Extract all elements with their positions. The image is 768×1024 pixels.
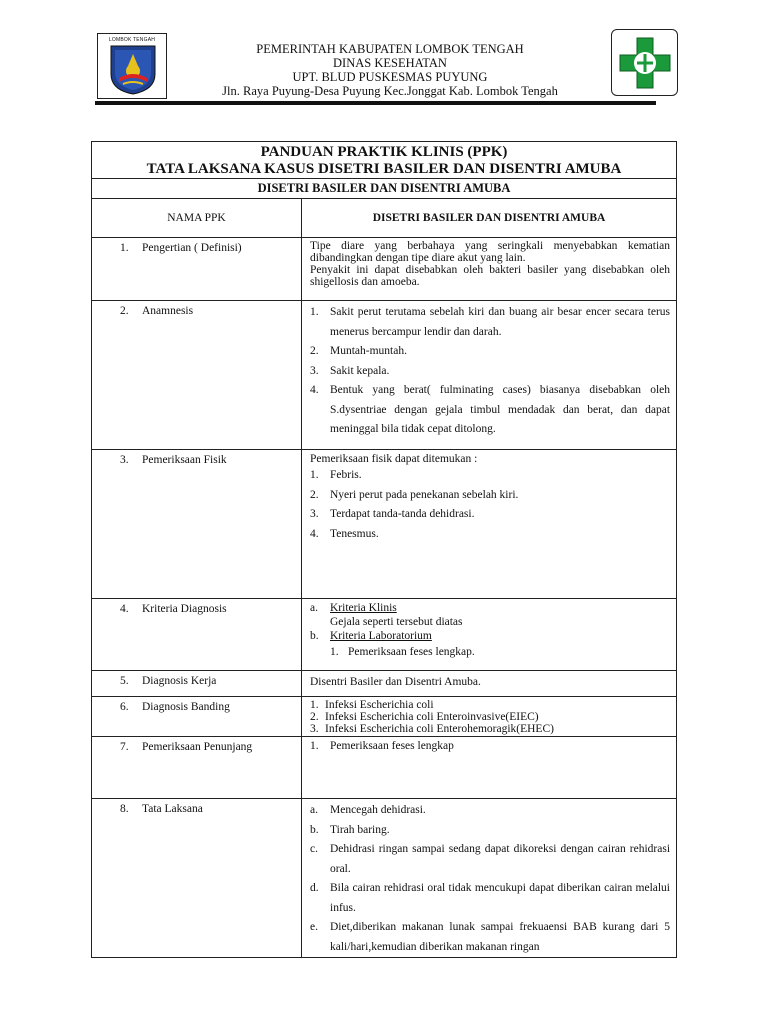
- list-item: 1. Sakit perut terutama sebelah kiri dan buang air besar encer secara terus menerus bercampur lendir dan darah.: [310, 306, 671, 338]
- table-row: [92, 238, 677, 301]
- list-item: 4. Tenesmus.: [310, 527, 379, 540]
- ppk-table: [91, 141, 677, 958]
- row-label: 5. Diagnosis Kerja: [92, 671, 302, 697]
- list-item: 4. Bentuk yang berat( fulminating cases) biasanya disebabkan oleh S.dysentriae dengan gejala timbul mendadak dan berat, dan dapat meninggal bila tidak cepat ditolong.: [310, 384, 671, 435]
- list-item: 1. Pemeriksaan feses lengkap: [310, 740, 454, 752]
- letterhead-rule: [95, 101, 656, 105]
- letterhead: [0, 0, 768, 110]
- list-item: d. Bila cairan rehidrasi oral tidak mencukupi dapat diberikan cairan melalui infus.: [310, 882, 671, 914]
- name-value: DISETRI BASILER DAN DISENTRI AMUBA: [302, 199, 677, 238]
- puskesmas-logo: [611, 29, 678, 96]
- table-row: [92, 799, 677, 958]
- green-cross-icon: [618, 36, 672, 90]
- list-item: 3. Infeksi Escherichia coli Enterohemoragik(EHEC): [310, 723, 554, 735]
- letterhead-text: [170, 42, 610, 98]
- name-label: NAMA PPK: [92, 199, 302, 238]
- doc-title-line2: TATA LAKSANA KASUS DISETRI BASILER DAN DISENTRI AMUBA: [146, 161, 622, 177]
- differential-diagnosis-content: [302, 697, 677, 737]
- diagnosis-criteria-content: a. Kriteria Klinis Gejala seperti tersebut diatas b. Kriteria Laboratorium 1. Pemeriksaan feses lengkap.: [302, 599, 677, 671]
- row-label: 1. Pengertian ( Definisi): [92, 238, 302, 301]
- list-item: 1. Febris.: [310, 469, 362, 481]
- list-item: 3. Terdapat tanda-tanda dehidrasi.: [310, 508, 475, 520]
- table-row: [92, 301, 677, 450]
- row-label: 4. Kriteria Diagnosis: [92, 599, 302, 671]
- doc-title: [92, 142, 677, 179]
- definition-content: Tipe diare yang berbahaya yang seringkali menyebabkan kematian dibandingkan dengan tipe diare akut yang lain. Penyakit ini dapat disebabkan oleh bakteri basiler yang disebabkan oleh shigellosis dan amoeba.: [302, 238, 677, 301]
- table-row: [92, 737, 677, 799]
- list-item: e. Diet,diberikan makanan lunak sampai frekuaensi BAB kurang dari 5 kali/hari,kemudian diberikan makanan ringan: [310, 921, 671, 953]
- title-row: [92, 142, 677, 179]
- anamnesis-content: [302, 301, 677, 450]
- row-label: 6. Diagnosis Banding: [92, 697, 302, 737]
- row-label: 3. Pemeriksaan Fisik: [92, 450, 302, 599]
- row-label: 8. Tata Laksana: [92, 799, 302, 958]
- dept-name: DINAS KESEHATAN: [333, 56, 447, 70]
- table-row: [92, 697, 677, 737]
- subtitle-row: [92, 179, 677, 199]
- list-item: 2. Infeksi Escherichia coli Enteroinvasive(EIEC): [310, 711, 539, 723]
- name-row: [92, 199, 677, 238]
- row-label: 2. Anamnesis: [92, 301, 302, 450]
- table-row: [92, 671, 677, 697]
- doc-subtitle: DISETRI BASILER DAN DISENTRI AMUBA: [92, 179, 677, 199]
- table-row: [92, 450, 677, 599]
- address: Jln. Raya Puyung-Desa Puyung Kec.Jonggat Kab. Lombok Tengah: [222, 84, 558, 98]
- list-item: 2. Muntah-muntah.: [310, 345, 407, 357]
- criteria-clinical-heading: Kriteria Klinis: [330, 602, 397, 614]
- management-content: [302, 799, 677, 958]
- list-item: b. Tirah baring.: [310, 823, 390, 836]
- list-item: a. Mencegah dehidrasi.: [310, 804, 426, 816]
- govt-name: PEMERINTAH KABUPATEN LOMBOK TENGAH: [256, 42, 524, 56]
- shield-emblem-icon: [109, 44, 157, 96]
- lombok-tengah-logo: [97, 33, 167, 99]
- working-diagnosis: Disentri Basiler dan Disentri Amuba.: [302, 671, 677, 697]
- list-item: c. Dehidrasi ringan sampai sedang dapat dikoreksi dengan cairan rehidrasi oral.: [310, 843, 671, 875]
- table-row: [92, 599, 677, 671]
- supporting-exam-content: [302, 737, 677, 799]
- list-item: 2. Nyeri perut pada penekanan sebelah kiri.: [310, 488, 519, 501]
- row-label: 7. Pemeriksaan Penunjang: [92, 737, 302, 799]
- physical-exam-content: Pemeriksaan fisik dapat ditemukan : 1. Febris. 2. Nyeri perut pada penekanan sebelah kiri. 3. Terdapat tanda-tanda dehidrasi. 4. Tenesmus.: [302, 450, 677, 599]
- logo-caption: LOMBOK TENGAH: [108, 37, 156, 43]
- list-item: 1. Infeksi Escherichia coli: [310, 699, 434, 711]
- list-item: 3. Sakit kepala.: [310, 364, 390, 377]
- puskesmas-name: UPT. BLUD PUSKESMAS PUYUNG: [292, 70, 488, 84]
- doc-title-line1: PANDUAN PRAKTIK KLINIS (PPK): [260, 144, 508, 160]
- criteria-lab-heading: Kriteria Laboratorium: [330, 630, 432, 642]
